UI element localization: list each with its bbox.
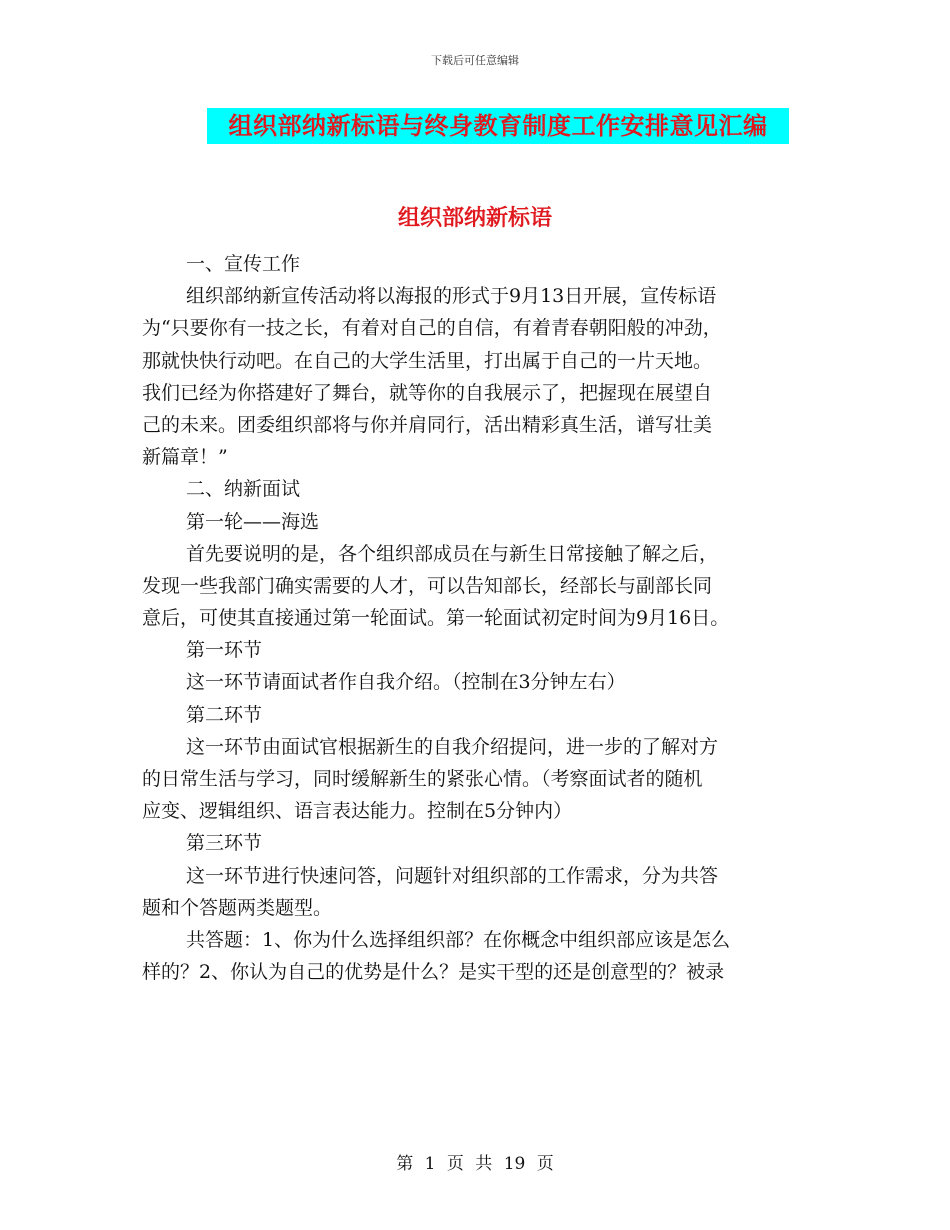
section-title: 组织部纳新标语 (397, 205, 552, 231)
paragraph-line: 意后，可使其直接通过第一轮面试。第一轮面试初定时间为9月16日。 (142, 607, 730, 630)
paragraph-line: 应变、逻辑组织、语言表达能力。控制在5分钟内） (142, 800, 573, 823)
paragraph-line: 题和个答题两类题型。 (142, 896, 333, 919)
body-text (142, 248, 812, 988)
heading-stage-two: 第二环节 (186, 703, 263, 726)
main-title-highlight (207, 108, 789, 144)
header-note: 下载后可任意编辑 (431, 54, 519, 67)
paragraph-line: 己的未来。团委组织部将与你并肩同行，活出精彩真生活，谱写壮美 (142, 413, 713, 436)
paragraph-line: 共答题：1、你为什么选择组织部？在你概念中组织部应该是怎么 (186, 928, 731, 951)
heading-round-one: 第一轮——海选 (186, 510, 320, 533)
paragraph-line: 发现一些我部门确实需要的人才，可以告知部长，经部长与副部长同 (142, 574, 713, 597)
paragraph-line: 那就快快行动吧。在自己的大学生活里，打出属于自己的一片天地。 (142, 349, 713, 372)
paragraph-line: 首先要说明的是，各个组织部成员在与新生日常接触了解之后， (186, 542, 719, 565)
paragraph-line: 为“只要你有一技之长，有着对自己的自信，有着青春朝阳般的冲劲， (142, 317, 722, 340)
main-title: 组织部纳新标语与终身教育制度工作安排意见汇编 (228, 111, 768, 140)
paragraph-line: 样的？2、你认为自己的优势是什么？是实干型的还是创意型的？被录 (142, 961, 725, 984)
heading-publicity: 一、宣传工作 (186, 253, 301, 275)
paragraph-line: 这一环节请面试者作自我介绍。（控制在3分钟左右） (186, 671, 626, 694)
heading-stage-three: 第三环节 (186, 832, 263, 855)
paragraph-line: 这一环节由面试官根据新生的自我介绍提问，进一步的了解对方 (186, 735, 719, 758)
paragraph-line: 组织部纳新宣传活动将以海报的形式于9月13日开展，宣传标语 (186, 285, 717, 308)
paragraph-line: 的日常生活与学习，同时缓解新生的紧张心情。（考察面试者的随机 (142, 768, 703, 790)
paragraph-line: 新篇章！” (142, 446, 228, 469)
heading-interview: 二、纳新面试 (186, 478, 301, 501)
heading-stage-one: 第一环节 (186, 639, 263, 662)
paragraph-line: 我们已经为你搭建好了舞台，就等你的自我展示了，把握现在展望自 (142, 381, 713, 404)
paragraph-line: 这一环节进行快速问答，问题针对组织部的工作需求，分为共答 (186, 864, 719, 887)
page-footer: 第 1 页 共 19 页 (396, 1154, 554, 1174)
